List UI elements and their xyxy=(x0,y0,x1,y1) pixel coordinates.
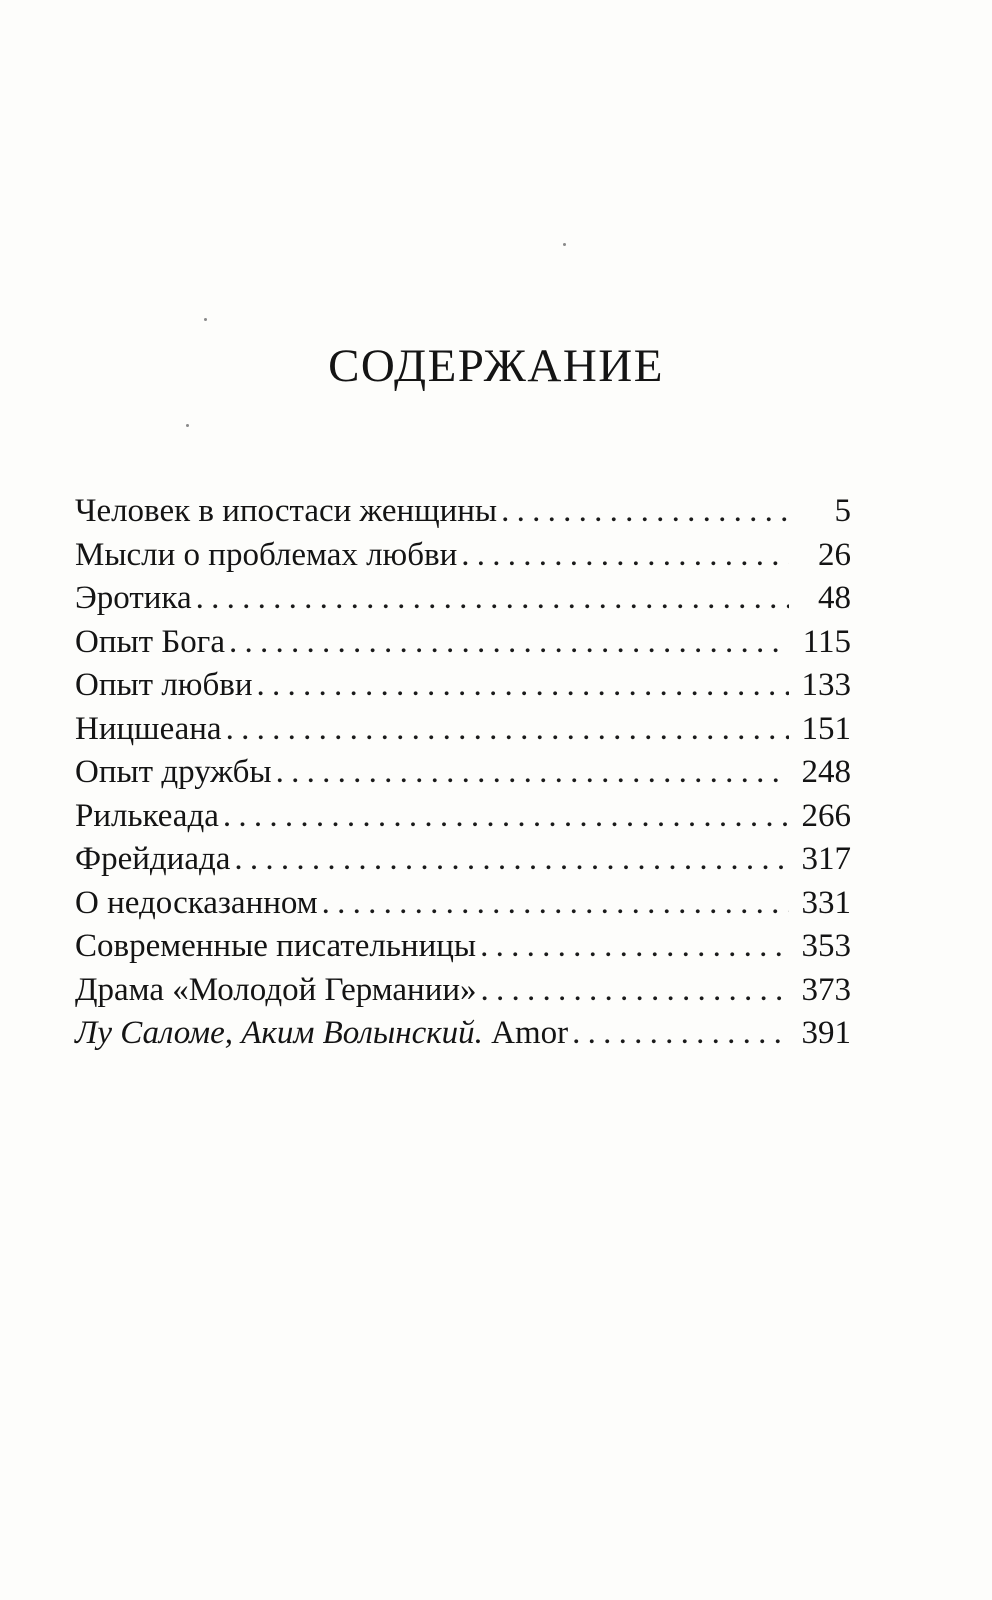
toc-entry-page: 266 xyxy=(801,797,851,834)
toc-entry-title: Драма «Молодой Германии» xyxy=(75,971,477,1008)
toc-entry-title: Рилькеада xyxy=(75,797,219,834)
dot-leader xyxy=(501,490,789,534)
toc-entry[interactable] xyxy=(75,882,851,926)
toc-entry-page: 353 xyxy=(801,928,851,964)
dot-leader xyxy=(322,882,789,926)
toc-entry-title: Опыт дружбы xyxy=(75,754,272,790)
toc-entry-title: Фрейдиада xyxy=(75,841,231,877)
toc-entry-title: Опыт Бога xyxy=(75,623,225,660)
dot-leader xyxy=(223,795,789,839)
dot-leader xyxy=(234,838,789,882)
dot-leader xyxy=(276,751,789,795)
paper-speck xyxy=(204,318,207,321)
dot-leader xyxy=(481,969,789,1013)
toc-entry[interactable] xyxy=(75,969,851,1013)
paper-speck xyxy=(186,424,189,427)
dot-leader xyxy=(257,664,790,708)
toc-entry-page: 317 xyxy=(801,841,851,877)
toc-entry[interactable] xyxy=(75,708,851,752)
dot-leader xyxy=(480,925,789,969)
toc-entry[interactable] xyxy=(75,490,851,534)
toc-entry-work: Amor xyxy=(482,1015,569,1051)
toc-entry-page: 391 xyxy=(801,1015,851,1051)
paper-speck xyxy=(563,243,566,246)
toc-entry[interactable] xyxy=(75,621,851,665)
toc-entry[interactable] xyxy=(75,751,851,795)
toc-entry-title: О недосказанном xyxy=(75,884,318,921)
toc-entry-page: 331 xyxy=(801,884,851,921)
toc-entry-title: Ницшеана xyxy=(75,710,222,747)
toc-entry-page: 26 xyxy=(818,536,851,573)
toc-entry[interactable] xyxy=(75,838,851,882)
toc-entry-title: Эротика xyxy=(75,580,192,616)
dot-leader xyxy=(196,577,789,621)
toc-entry-author: Лу Саломе, Аким Волынский. xyxy=(75,1015,483,1051)
toc-entry[interactable] xyxy=(75,1012,851,1056)
dot-leader xyxy=(229,621,789,665)
toc-entry-page: 248 xyxy=(801,754,851,790)
toc-entry[interactable] xyxy=(75,534,851,578)
toc-entry[interactable] xyxy=(75,795,851,839)
toc-entry-page: 133 xyxy=(801,667,851,703)
toc-entry-page: 373 xyxy=(801,971,851,1008)
dot-leader xyxy=(572,1012,789,1056)
toc-entry-title: Современные писательницы xyxy=(75,928,477,964)
toc-entry-title: Человек в ипостаси женщины xyxy=(75,493,498,529)
dot-leader xyxy=(461,534,789,578)
page-title: СОДЕРЖАНИЕ xyxy=(328,340,664,392)
dot-leader xyxy=(226,708,789,752)
toc-entry-page: 151 xyxy=(801,710,851,747)
toc-entry-page: 5 xyxy=(834,493,851,529)
toc-entry-title: Мысли о проблемах любви xyxy=(75,536,458,573)
toc-entry[interactable] xyxy=(75,925,851,969)
toc-entry-title: Опыт любви xyxy=(75,667,253,703)
toc-entry[interactable] xyxy=(75,577,851,621)
toc-entry-page: 48 xyxy=(818,580,851,616)
toc-entry-title xyxy=(75,1012,568,1056)
toc-entry-page: 115 xyxy=(802,623,851,660)
toc-entry[interactable] xyxy=(75,664,851,708)
table-of-contents xyxy=(75,490,851,1056)
